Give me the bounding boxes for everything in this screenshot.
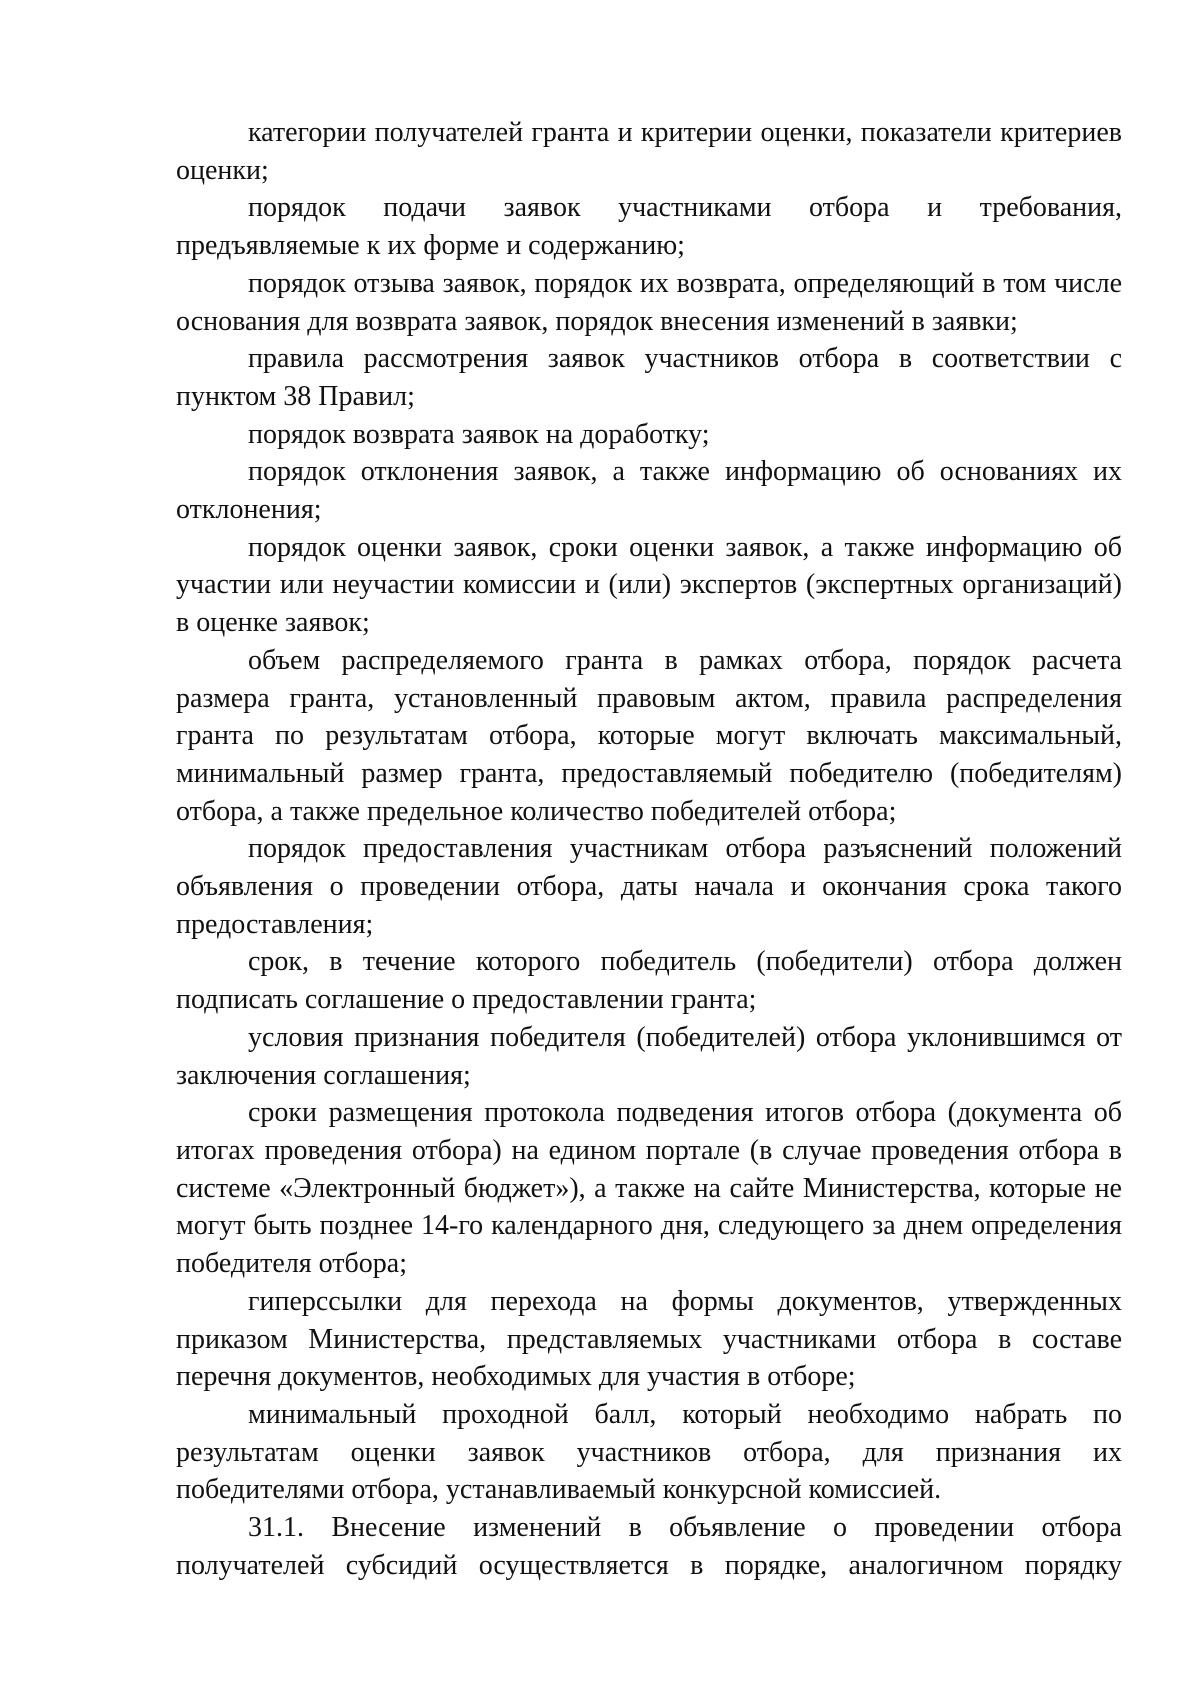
paragraph-hyperlinks: гиперссылки для перехода на формы документов, утвержденных приказом Министерства, представляемых участниками отбора в составе перечня документов, необходимых для участия в отборе; [176,1285,1122,1393]
document-body [176,114,1122,1584]
paragraph-section-31-1: 31.1. Внесение изменений в объявление о проведении отбора получателей субсидий осуществляется в порядке, аналогичном порядку [176,1512,1122,1581]
paragraph-application-withdrawal: порядок отзыва заявок, порядок их возврата, определяющий в том числе основания для возврата заявок, порядок внесения изменений в заявки; [176,267,1122,337]
paragraph-grant-categories: категории получателей гранта и критерии оценки, показатели критериев оценки; [176,117,1122,186]
paragraph-protocol-publication: сроки размещения протокола подведения итогов отбора (документа об итогах проведения отбора) на едином портале (в случае проведения отбора в системе «Электронный бюджет»), а также на сайте Министерства, которые не могут быть позднее 14-го календарного дня, следующего за днем определения победителя отбора; [176,1097,1122,1280]
paragraph-signing-deadline: срок, в течение которого победитель (победители) отбора должен подписать соглашение о предоставлении гранта; [176,946,1122,1016]
paragraph-evaluation: порядок оценки заявок, сроки оценки заявок, а также информацию об участии или неучастии комиссии и (или) экспертов (экспертных организаций) в оценке заявок; [176,531,1122,639]
paragraph-rejection: порядок отклонения заявок, а также информацию об основаниях их отклонения; [176,456,1122,526]
paragraph-application-submission: порядок подачи заявок участниками отбора и требования, предъявляемые к их форме и содержанию; [176,192,1122,262]
paragraph-grant-volume: объем распределяемого гранта в рамках отбора, порядок расчета размера гранта, установленный правовым актом, правила распределения гранта по результатам отбора, которые могут включать максимальный, минимальный размер гранта, предоставляемый победителю (победителям) отбора, а также предельное количество победителей отбора; [176,644,1122,827]
paragraph-clarifications: порядок предоставления участникам отбора разъяснений положений объявления о проведении отбора, даты начала и окончания срока такого предоставления; [176,833,1122,940]
paragraph-passing-score: минимальный проходной балл, который необходимо набрать по результатам оценки заявок участников отбора, для признания их победителями отбора, устанавливаемый конкурсной комиссией. [176,1398,1122,1506]
paragraph-return-for-revision: порядок возврата заявок на доработку; [248,418,710,450]
paragraph-evasion-conditions: условия признания победителя (победителей) отбора уклонившимся от заключения соглашения; [176,1021,1122,1091]
paragraph-review-rules: правила рассмотрения заявок участников отбора в соответствии с пунктом 38 Правил; [176,343,1122,412]
